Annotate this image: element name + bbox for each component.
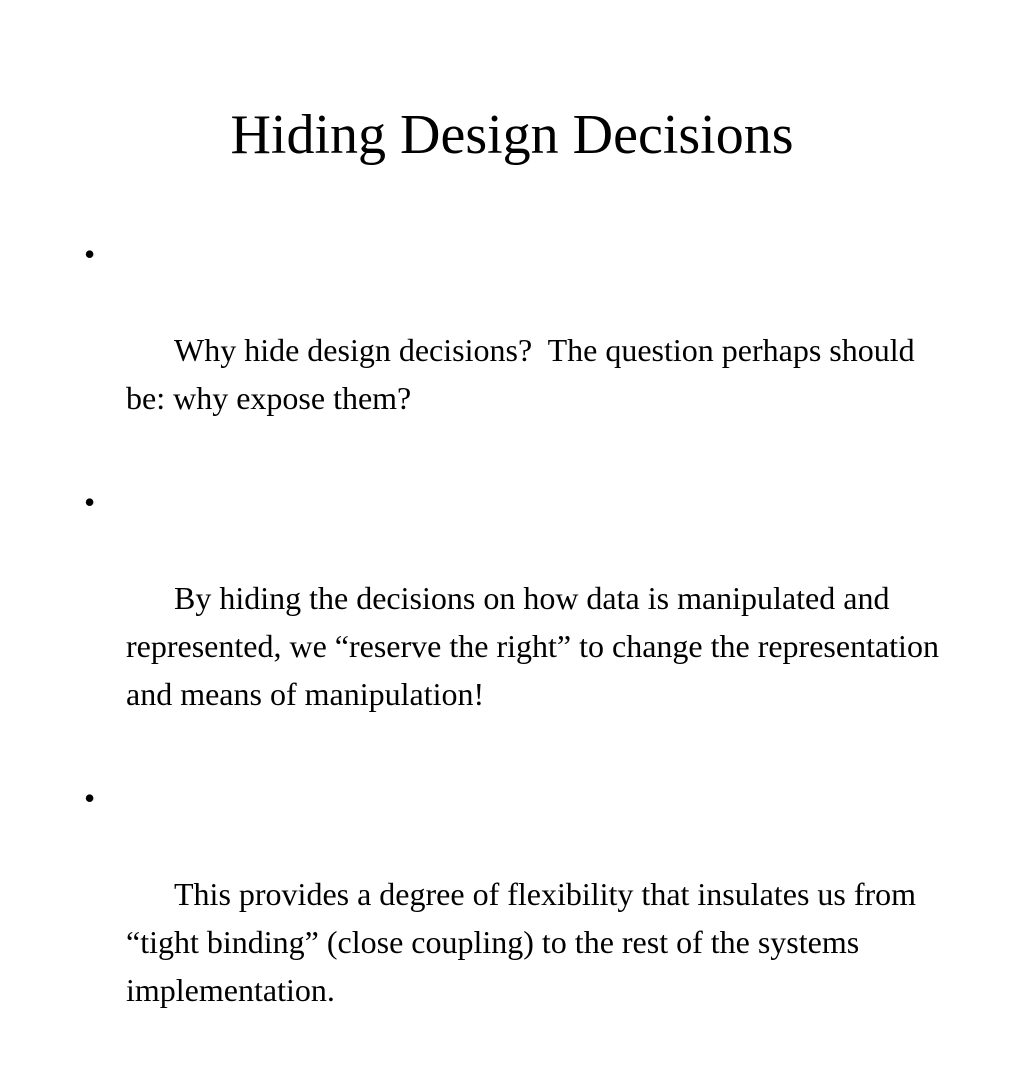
bullet-text: Why hide design decisions? The question perhaps should be: why expose them? <box>126 332 923 416</box>
bullet-text: By hiding the decisions on how data is manipulated and represented, we “reserve the right” to change the representation and means of manipulation! <box>126 580 947 712</box>
bullet-marker-icon: • <box>84 236 96 272</box>
bullet-list <box>84 230 954 1070</box>
bullet-marker-icon: • <box>84 484 96 520</box>
bullet-text: This provides a degree of flexibility that insulates us from “tight binding” (close coupling) to the rest of the systems implementation. <box>126 876 925 1008</box>
bullet-marker-icon: • <box>84 780 96 816</box>
list-item <box>84 230 954 470</box>
slide-title: Hiding Design Decisions <box>230 104 794 166</box>
list-item <box>84 774 954 1062</box>
list-item <box>84 478 954 766</box>
